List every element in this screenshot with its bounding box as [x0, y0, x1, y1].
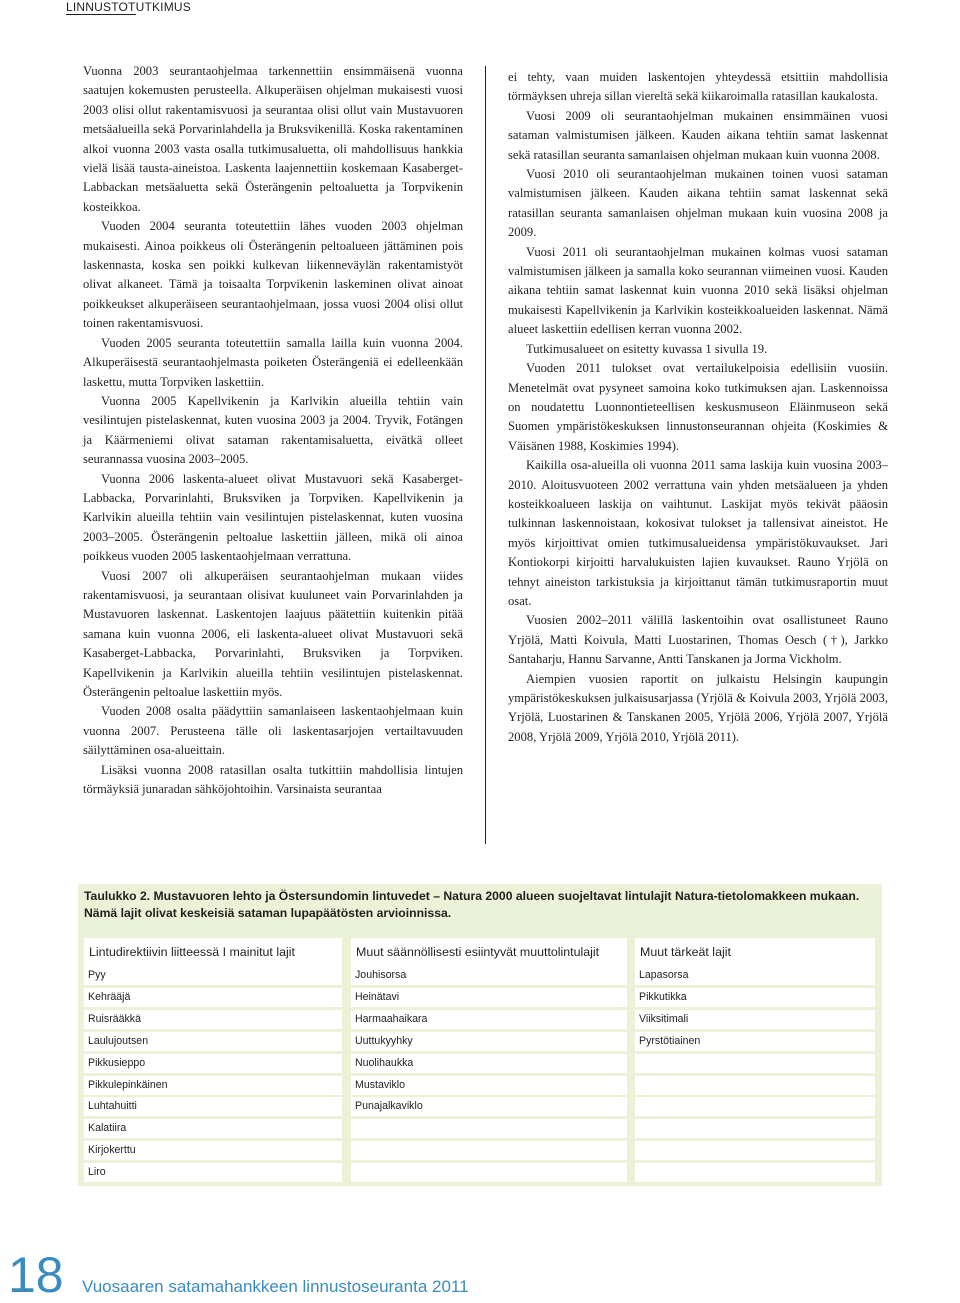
paragraph: Vuosi 2011 oli seurantaohjelman mukainen kolmas vuosi sataman valmistumisen jälkeen ja samalla koko seurannan viimeinen vuosi. Kauden aikana tehtiin samat laskennat kuin vuonna 2010 sekä lisäksi ohjelman mukaisesti Kapellvikenin ja Karlvikin kosteikkoalueiden laskennat. Nämä alueet laskettiin edellisen kerran vuonna 2002. [508, 244, 888, 337]
table-cell-empty [635, 1119, 875, 1138]
table-cell: Pyy [84, 966, 342, 985]
paragraph: Vuonna 2003 seurantaohjelmaa tarkennettiin ensimmäisenä vuonna saatujen kokemusten perusteella. Alkuperäisen ohjelman mukaisesti vuosi 2003 olisi ollut rakentamisvuosi ja seurantaa olisi ollut vain Mustavuoren metsäalueilla sekä Porvarinlahdella ja Bruksvikenillä. Koska rakentaminen alkoi vuonna 2003 vasta osalla tutkimusaluetta, oli mahdollisuus hankkia vielä lisää tausta-aineistoa. Laskenta laajennettiin koskemaan Kasaberget-Labbackan metsäaluetta sekä Österängenin peltoaluetta ja Torpvikenin kosteikkoa. [83, 64, 463, 214]
table-cell: Nuolihaukka [351, 1054, 627, 1073]
paragraph: Vuosi 2009 oli seurantaohjelman mukainen ensimmäinen vuosi sataman valmistumisen jälkeen. Kauden aikana tehtiin samat laskennat sekä ratasillan seuranta samanlaisen ohjelman mukaan kuin vuonna 2008. [508, 108, 888, 162]
paragraph: Vuoden 2008 osalta päädyttiin samanlaiseen laskentaohjelmaan kuin vuonna 2007. Perusteena tälle oli laskentasarjojen vertailtavuuden säilyttäminen osa-alueittain. [83, 704, 463, 758]
table-cell: Kehrääjä [84, 988, 342, 1007]
paragraph: ei tehty, vaan muiden laskentojen yhteydessä etsittiin mahdollisia törmäyksen uhreja sillan viereltä sekä kiikaroimalla ratasillan kaukalosta. [508, 70, 888, 104]
table-cell-empty [635, 1097, 875, 1116]
table-cell: Luhtahuitti [84, 1097, 342, 1116]
footer-title: Vuosaaren satamahankkeen linnustoseuranta 2011 [82, 1277, 469, 1296]
table-cell: Viiksitimali [635, 1010, 875, 1029]
table-cell: Pikkutikka [635, 988, 875, 1007]
paragraph: Tutkimusalueet on esitetty kuvassa 1 sivulla 19. [526, 341, 768, 356]
table-cell-empty [351, 1141, 627, 1160]
page-number: 18 [8, 1247, 64, 1303]
running-header: LINNUSTOTUTKIMUS [66, 0, 191, 14]
paragraph: Vuosi 2010 oli seurantaohjelman mukainen toinen vuosi sataman valmistumisen jälkeen. Kauden aikana tehtiin samat laskennat sekä ratasillan seuranta samanlaisen ohjelman mukaan kuin vuosina 2008 ja 2009. [508, 167, 888, 240]
table-cell-empty [351, 1163, 627, 1182]
table-cell-empty [351, 1119, 627, 1138]
paragraph: Lisäksi vuonna 2008 ratasillan osalta tutkittiin mahdollisia lintujen törmäyksiä junaradan sähköjohtoihin. Varsinaista seurantaa [83, 762, 463, 797]
table-cell: Ruisrääkkä [84, 1010, 342, 1029]
table-cell: Jouhisorsa [351, 966, 627, 985]
table-cell: Mustaviklo [351, 1076, 627, 1095]
table-cell-empty [635, 1163, 875, 1182]
paragraph: Vuonna 2005 Kapellvikenin ja Karlvikin alueilla tehtiin vain vesilintujen pistelaskennat, kuten vuosina 2003 ja 2004. Tryvik, Fotängen ja Käärmeniemi olivat sataman rakentamisaluetta, eivätkä olleet seurannassa vuosina 2003–2005. [83, 393, 463, 467]
paragraph: Vuoden 2004 seuranta toteutettiin lähes vuoden 2003 ohjelman mukaisesti. Ainoa poikkeus oli Österängenin peltoalueen jättäminen pois laskennasta, koska sen poikki kulkevan liikenneväylän rakentamistyöt olivat alkaneet. Tämä ja toisaalta Torpvikenin laskeminen olivat ainoat poikkeukset alkuperäiseen seurantaohjelmaan, jossa vuosi 2004 olisi ollut toinen rakentamisvuosi. [83, 219, 463, 331]
table-cell: Pyrstötiainen [635, 1032, 875, 1051]
table-cell: Kirjokerttu [84, 1141, 342, 1160]
paragraph: Vuoden 2005 seuranta toteutettiin samalla lailla kuin vuonna 2004. Alkuperäisestä seurantaohjelmasta poiketen Österängeniä ei edelleenkään laskettu, mutta Torpviken laskettiin. [83, 335, 463, 389]
paragraph: Aiempien vuosien raportit on julkaistu Helsingin kaupungin ympäristökeskuksen julkaisusarjassa (Yrjölä & Koivula 2003, Yrjölä 2003, Yrjölä, Luostarinen & Tanskanen 2005, Yrjölä 2006, Yrjölä 2007, Yrjölä 2008, Yrjölä 2009, Yrjölä 2010, Yrjölä 2011). [508, 671, 888, 744]
table-cell: Punajalkaviklo [351, 1097, 627, 1116]
paragraph: Vuosi 2007 oli alkuperäisen seurantaohjelman mukaan viides rakentamisvuosi, ja seurantaan olisivat kuuluneet vain Porvarinlahden ja Mustavuoren laskennat. Laskentojen laajuus päätettiin kuitenkin pitää samana kuin vuonna 2006, eli laskenta-alueet olivat Mustavuori sekä Kasaberget-Labbacka, Porvarinlahti, Bruksviken ja Torpviken. Kapellvikenin ja Karlvikin alueilla tehtiin vesilintujen pistelaskennat. Österängenin peltoalue laskettiin myös. [83, 568, 463, 699]
table-cell: Kalatiira [84, 1119, 342, 1138]
table-cell: Uuttukyyhky [351, 1032, 627, 1051]
table-header-annex-i-species: Lintudirektiivin liitteessä I mainitut lajit [84, 938, 342, 966]
table-cell: Pikkulepinkäinen [84, 1076, 342, 1095]
column-divider [485, 66, 486, 844]
table-cell: Liro [84, 1163, 342, 1182]
right-text-column [508, 68, 888, 747]
table-cell-empty [635, 1054, 875, 1073]
table-cell: Heinätavi [351, 988, 627, 1007]
table-cell: Laulujoutsen [84, 1032, 342, 1051]
table-cell-empty [635, 1141, 875, 1160]
paragraph: Vuonna 2006 laskenta-alueet olivat Mustavuori sekä Kasaberget-Labbacka, Porvarinlahti, Bruksviken ja Torpviken. Kapellvikenin ja Karlvikin alueilla tehtiin vain vesilintujen pistelaskennat, kuten vuosina 2003–2005. Österängenin peltoalue laskettiin jälleen, mikä oli ainoa poikkeus vuoden 2005 laskentaohjelmaan verrattuna. [83, 471, 463, 564]
table-cell: Pikkusieppo [84, 1054, 342, 1073]
table-cell: Lapasorsa [635, 966, 875, 985]
paragraph: Vuosien 2002–2011 välillä laskentoihin ovat osallistuneet Rauno Yrjölä, Matti Koivula, Matti Luostarinen, Thomas Oesch (†), Jarkko Santaharju, Hannu Sarvanne, Antti Tanskanen ja Jorma Vickholm. [508, 613, 888, 667]
table-caption: Taulukko 2. Mustavuoren lehto ja Östersundomin lintuvedet – Natura 2000 alueen suojeltavat lintulajit Natura-tietolomakkeen mukaan. Nämä lajit olivat keskeisiä sataman lupapäätösten arvioinnissa. [84, 889, 860, 920]
left-text-column [83, 62, 463, 799]
table-cell-empty [635, 1076, 875, 1095]
table-header-other-important-species: Muut tärkeät lajit [635, 938, 875, 966]
paragraph: Kaikilla osa-alueilla oli vuonna 2011 sama laskija kuin vuosina 2003–2010. Aloitusvuoteen 2002 verrattuna vain yhden metsäalueen ja yhden kosteikkoalueen laskija on vaihtunut. Laskijat myös tekivät pääosin tulkinnan laskennoistaan, kokosivat tulokset ja tallensivat aineistot. He myös kirjoittivat omien tutkimusalueidensa ympäristökuvaukset. Jari Kontiokorpi kirjoitti harvalukuisten lajien kuvaukset. Rauno Yrjölä on tehnyt aineiston tarkistuksia ja kirjoittanut tämän tutkimusraportin muut osat. [508, 458, 888, 608]
paragraph: Vuoden 2011 tulokset ovat vertailukelpoisia edellisiin vuosiin. Menetelmät ovat pysyneet samoina koko tutkimuksen ajan. Laskennoissa on noudatettu Luonnontieteellisen keskusmuseon Eläinmuseon sekä Suomen ympäristökeskuksen linnustonseurannan ohjeita (Koskimies & Väisänen 1988, Koskimies 1994). [508, 361, 888, 453]
table-header-migratory-species: Muut säännöllisesti esiintyvät muuttolintulajit [351, 938, 627, 966]
header-rule [66, 14, 136, 15]
table-cell: Harmaahaikara [351, 1010, 627, 1029]
